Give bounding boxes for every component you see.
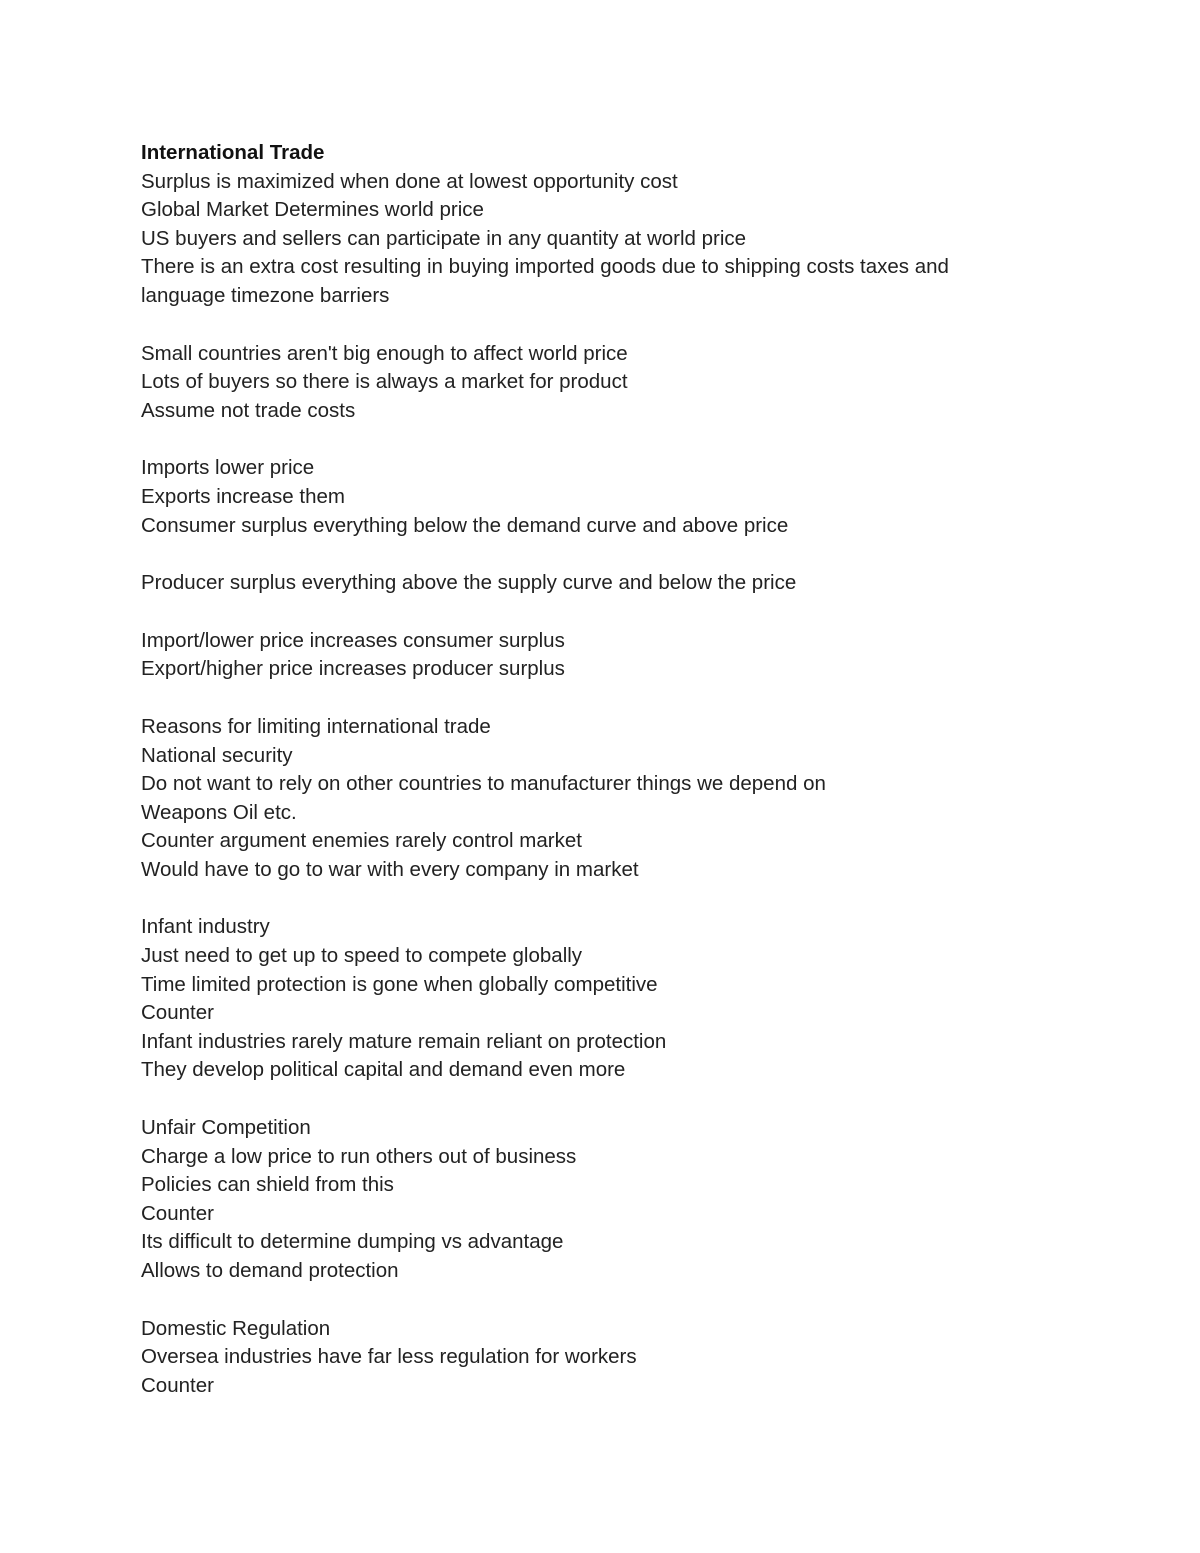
text-line: Allows to demand protection	[141, 1259, 399, 1282]
text-line: Export/higher price increases producer surplus	[141, 657, 565, 681]
text-line: Domestic Regulation	[141, 1316, 331, 1340]
section-surplus-effects	[141, 627, 1121, 684]
paragraph-gap	[141, 884, 1121, 913]
text-line: Reasons for limiting international trade	[141, 714, 491, 738]
section-infant-industry	[141, 913, 1121, 1085]
text-line: Charge a low price to run others out of business	[141, 1144, 577, 1168]
text-line: US buyers and sellers can participate in any quantity at world price	[141, 226, 747, 250]
text-line: Infant industry	[141, 915, 270, 939]
text-line: Global Market Determines world price	[141, 198, 484, 222]
section-unfair-competition	[141, 1114, 1121, 1286]
text-line: Small countries aren't big enough to affect world price	[141, 341, 628, 365]
text-line: Producer surplus everything above the supply curve and below the price	[141, 571, 797, 595]
text-line: Its difficult to determine dumping vs advantage	[141, 1230, 564, 1254]
text-line: National security	[141, 743, 293, 767]
text-line: They develop political capital and demand even more	[141, 1058, 626, 1082]
paragraph-gap	[141, 598, 1121, 627]
text-line: There is an extra cost resulting in buying imported goods due to shipping costs taxes and language timezone barriers	[141, 255, 949, 307]
text-line: Time limited protection is gone when globally competitive	[141, 972, 658, 996]
text-line: Counter	[141, 1373, 214, 1397]
text-line: Would have to go to war with every company in market	[141, 857, 639, 881]
text-line: Exports increase them	[141, 484, 345, 508]
text-line: Counter argument enemies rarely control market	[141, 829, 582, 853]
text-line: Infant industries rarely mature remain reliant on protection	[141, 1029, 667, 1053]
section-small-countries	[141, 340, 1121, 426]
section-national-security	[141, 713, 1121, 885]
section-producer-surplus	[141, 569, 1121, 598]
paragraph-gap	[141, 1085, 1121, 1114]
text-line: Consumer surplus everything below the demand curve and above price	[141, 513, 789, 537]
text-line: Lots of buyers so there is always a market for product	[141, 370, 628, 394]
text-line: Import/lower price increases consumer surplus	[141, 628, 565, 652]
text-line: Oversea industries have far less regulation for workers	[141, 1345, 637, 1369]
text-line: Unfair Competition	[141, 1116, 311, 1140]
text-line: Weapons Oil etc.	[141, 800, 297, 824]
text-line: Surplus is maximized when done at lowest opportunity cost	[141, 169, 678, 193]
section-domestic-regulation	[141, 1315, 1121, 1401]
text-line: Policies can shield from this	[141, 1173, 394, 1197]
paragraph-gap	[141, 425, 1121, 454]
document-title: International Trade	[141, 141, 325, 164]
paragraph-gap	[141, 540, 1121, 569]
text-line: Just need to get up to speed to compete globally	[141, 944, 583, 968]
section-trade-basics	[141, 168, 1121, 311]
text-line: Do not want to rely on other countries to manufacturer things we depend on	[141, 772, 826, 796]
section-imports-exports	[141, 454, 1121, 540]
paragraph-gap	[141, 1286, 1121, 1315]
text-line: Counter	[141, 1201, 214, 1225]
document-page	[141, 139, 1121, 1400]
paragraph-gap	[141, 311, 1121, 340]
paragraph-gap	[141, 684, 1121, 713]
text-line: Counter	[141, 1001, 214, 1025]
text-line: Imports lower price	[141, 456, 315, 480]
text-line: Assume not trade costs	[141, 398, 356, 422]
